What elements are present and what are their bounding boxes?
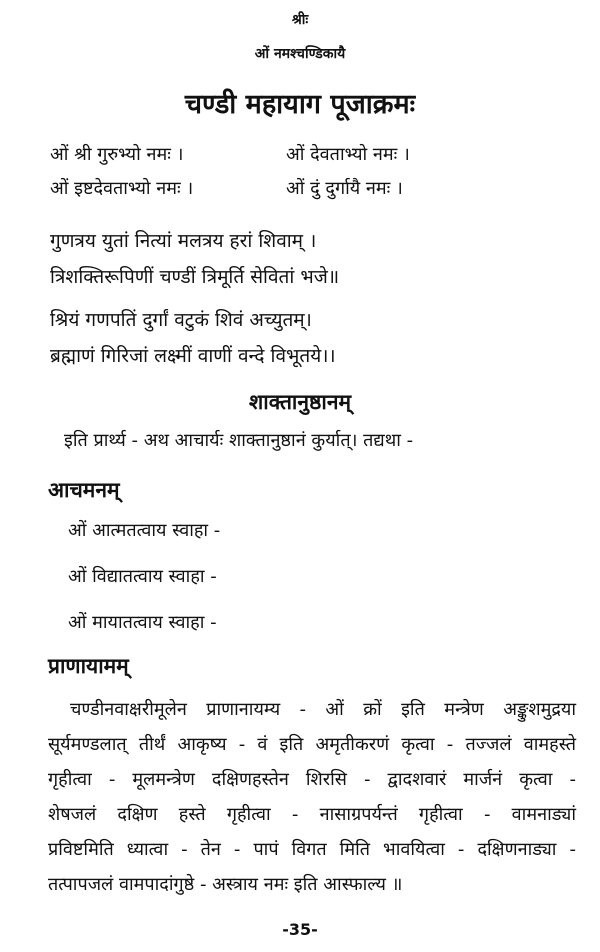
mantra-ishtadevata: ओं इष्टदेवताभ्यो नमः । <box>50 178 194 199</box>
page-number: -35- <box>282 920 318 939</box>
achamana-line: ओं आत्मतत्वाय स्वाहा - <box>68 520 221 541</box>
verse-line: त्रिशक्तिरूपिणीं चण्डीं त्रिमूर्ति सेवितां भजे॥ <box>50 266 340 288</box>
chandika-invocation: ओं नमश्चण्डिकायै <box>254 46 346 62</box>
paragraph-line: प्रविष्टमिति ध्यात्वा - तेन - पापं विगत मिति भावयित्वा - दक्षिणनाड्या - <box>48 839 576 860</box>
paragraph-line: गृहीत्वा - मूलमन्त्रेण दक्षिणहस्तेन शिरसि - द्वादशवारं मार्जनं कृत्वा - <box>48 769 576 790</box>
shaktanushthanam-text: इति प्रार्थ्य - अथ आचार्यः शाक्तानुष्ठानं कुर्यात्। तद्यथा - <box>64 430 414 451</box>
salutation-mantras <box>50 142 570 210</box>
verse-line: ब्रह्माणं गिरिजां लक्ष्मीं वाणीं वन्दे विभूतये।। <box>50 345 336 367</box>
mantra-durga: ओं दुं दुर्गायै नमः । <box>286 178 403 199</box>
page-title: चण्डी महायाग पूजाक्रमः <box>184 89 416 120</box>
paragraph-line: शेषजलं दक्षिण हस्ते गृहीत्वा - नासाग्रपर्यन्तं गृहीत्वा - वामनाड्यां <box>48 804 576 825</box>
mantra-row <box>50 176 570 210</box>
achamana-line: ओं विद्यातत्वाय स्वाहा - <box>68 566 217 587</box>
pranayamam-paragraph <box>48 692 576 902</box>
mantra-guru: ओं श्री गुरुभ्यो नमः । <box>50 144 184 165</box>
paragraph-line: सूर्यमण्डलात् तीर्थं आकृष्य - वं इति अमृतीकरणं कृत्वा - तज्जलं वामहस्ते <box>48 734 576 755</box>
heading-achamanam: आचमनम् <box>48 478 120 502</box>
verse-shriyam <box>50 302 570 374</box>
verse-line: श्रियं गणपतिं दुर्गां वटुकं शिवं अच्युतम्। <box>50 309 312 331</box>
sri-invocation: श्रीः <box>291 12 309 28</box>
achamana-line: ओं मायातत्वाय स्वाहा - <box>68 612 217 633</box>
paragraph-line: तत्पापजलं वामपादांगुष्ठे - अस्त्राय नमः इति आस्फाल्य ॥ <box>48 874 403 895</box>
paragraph-line: चण्डीनवाक्षरीमूलेन प्राणानायम्य - ओं क्रों इति मन्त्रेण अङ्कुशमुद्रया <box>70 699 576 720</box>
heading-pranayamam: प्राणायामम् <box>48 654 129 678</box>
mantra-row <box>50 142 570 176</box>
mantra-devata: ओं देवताभ्यो नमः । <box>286 144 410 165</box>
heading-shaktanushthanam: शाक्तानुष्ठानम् <box>248 390 352 414</box>
verse-gunatraya <box>50 223 570 295</box>
verse-line: गुणत्रय युतां नित्यां मलत्रय हरां शिवाम् । <box>50 230 317 252</box>
